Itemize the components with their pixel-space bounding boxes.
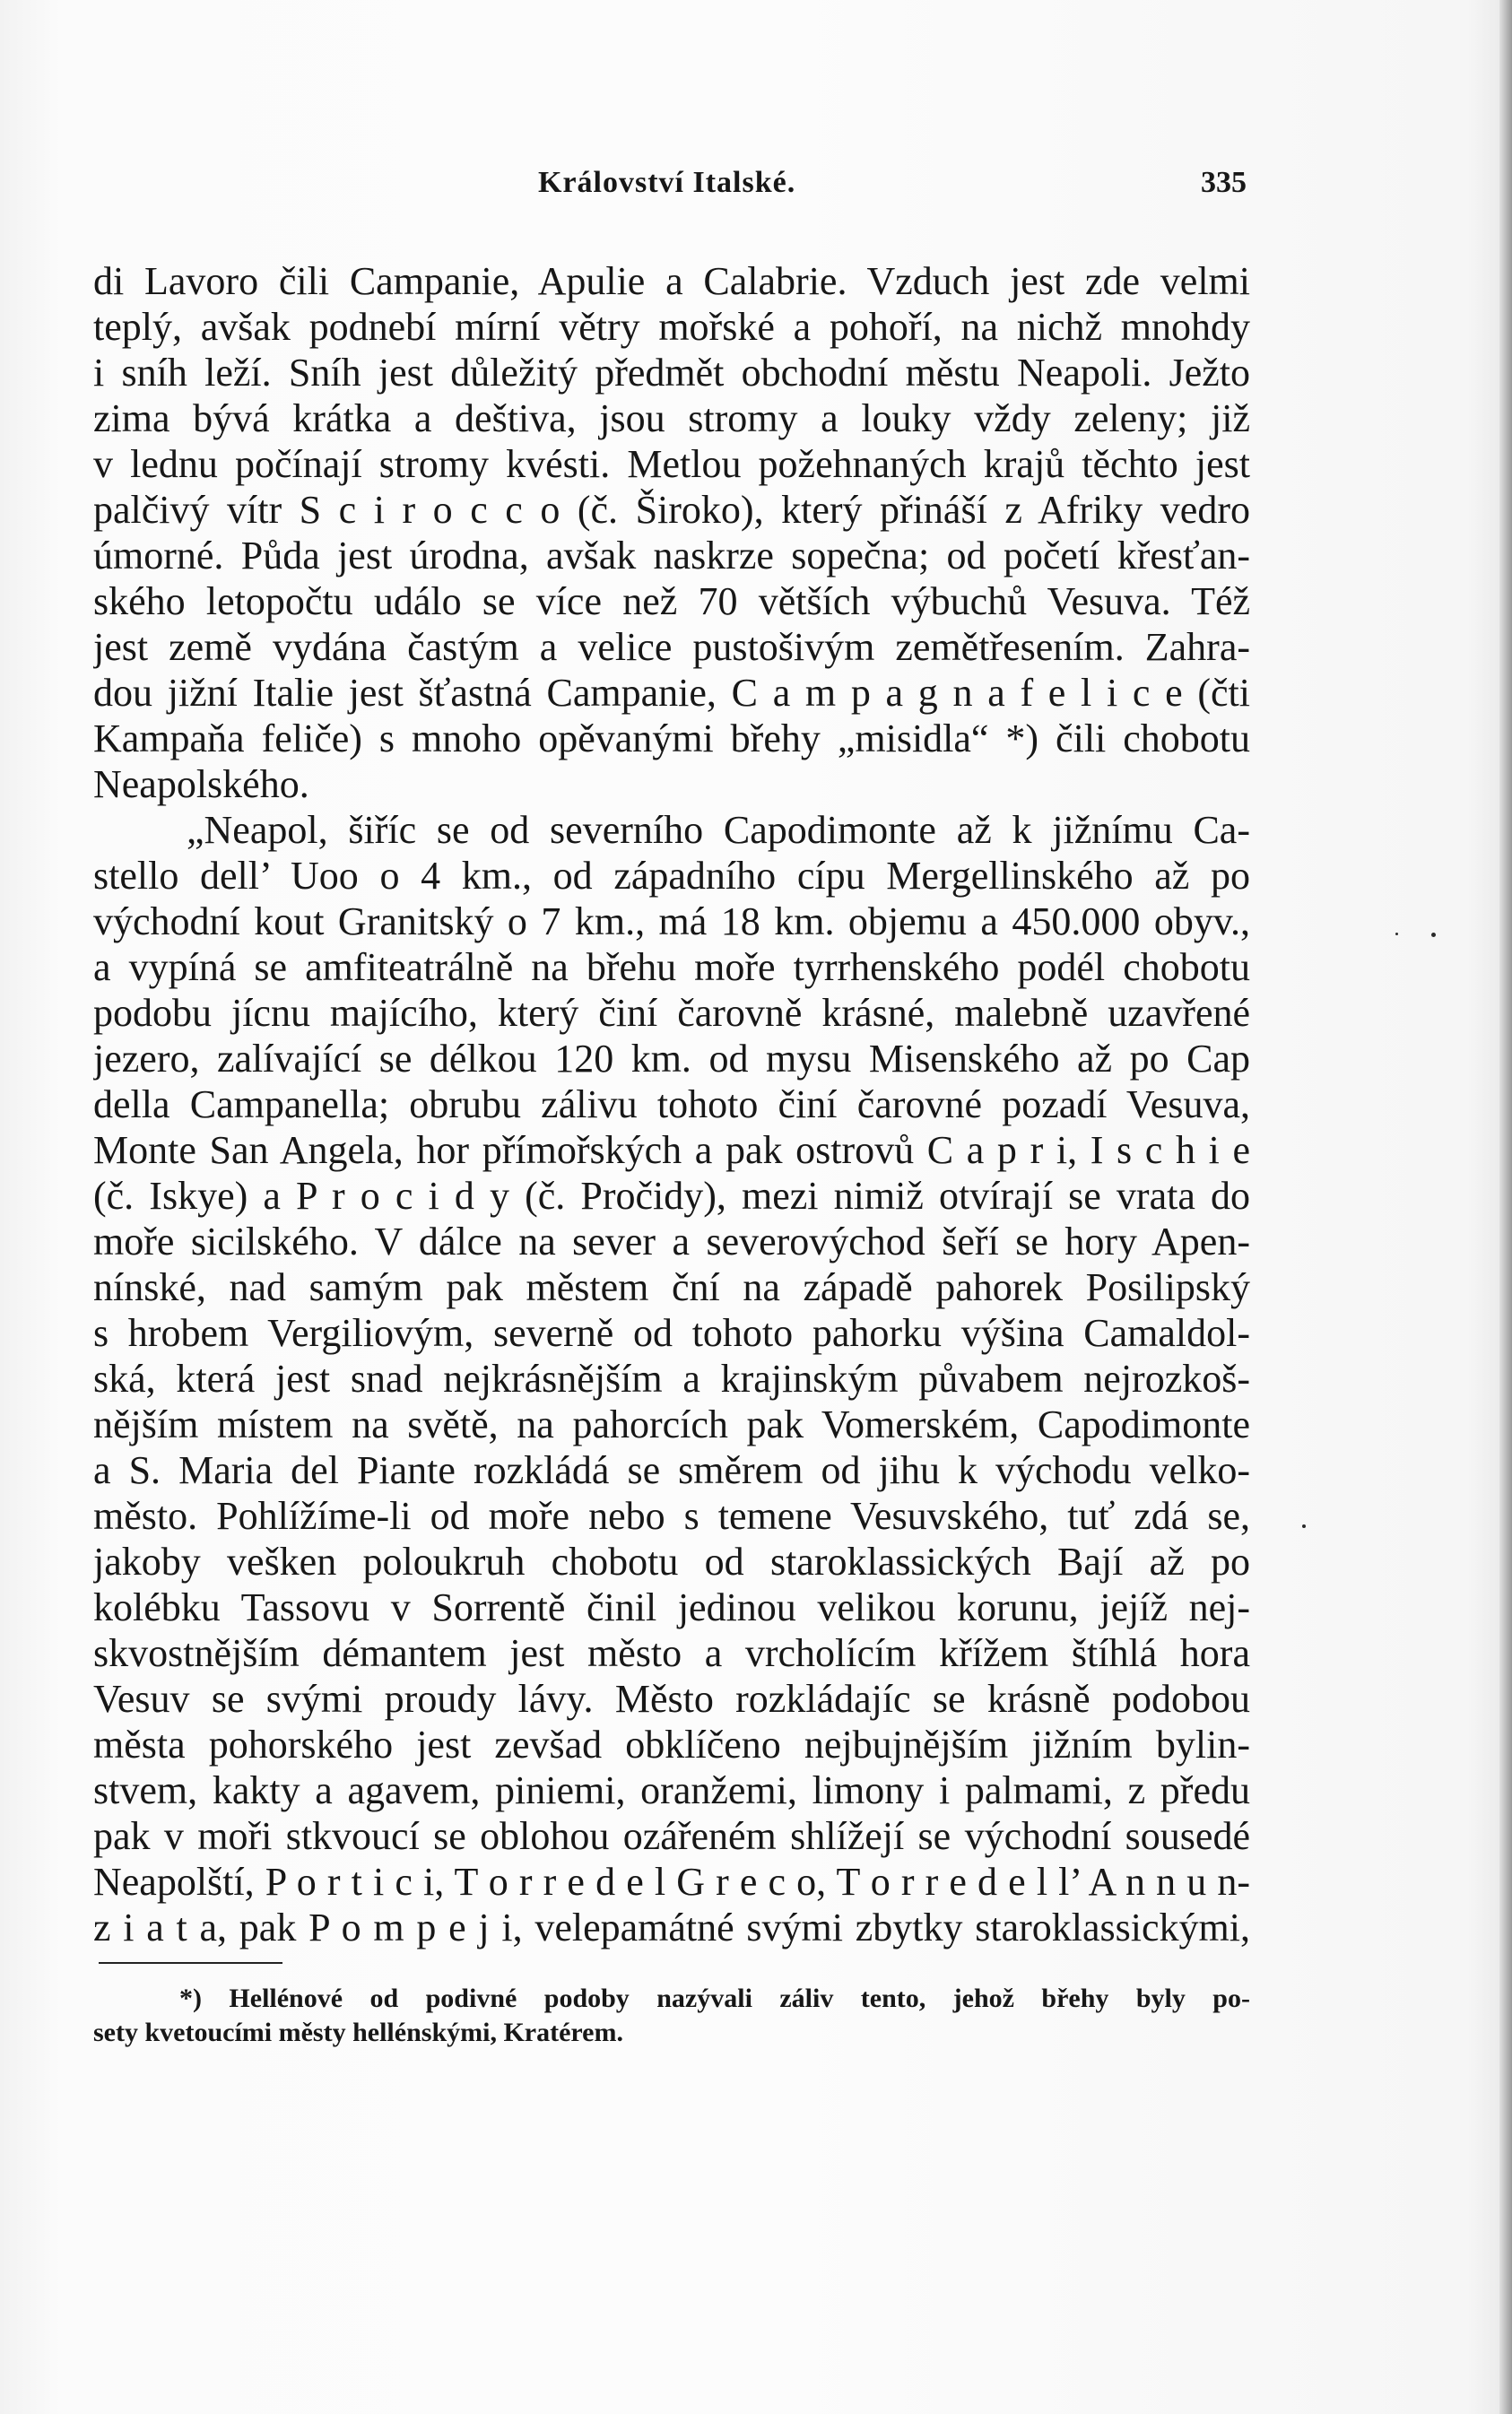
text-line: di Lavoro čili Campanie, Apulie a Calabrie. Vzduch jest zde velmi [93, 259, 1250, 303]
footnote-line: *) Hellénové od podivné podoby nazývali záliv tento, jehož břehy byly po- [179, 1984, 1250, 2013]
text-line: ského letopočtu událo se více než 70 větších výbuchů Vesuva. Též [93, 579, 1250, 623]
text-line: kolébku Tassovu v Sorrentě činil jedinou velikou korunu, jejíž nej- [93, 1585, 1250, 1629]
text-line: Kampaňa feliče) s mnoho opěvanými břehy „misidla“ *) čili chobotu [93, 716, 1250, 760]
text-line: podobu jícnu majícího, který činí čarovně krásné, malebně uzavřené [93, 991, 1250, 1035]
text-line: palčivý vítr S c i r o c c o (č. Široko), který přináší z Afriky vedro [93, 488, 1250, 532]
text-line: zima bývá krátka a deštiva, jsou stromy a louky vždy zeleny; již [93, 396, 1250, 440]
text-line: města pohorského jest zevšad obklíčeno nejbujnějším jižním bylin- [93, 1723, 1250, 1767]
print-speck [1302, 1524, 1306, 1528]
text-line: a S. Maria del Piante rozkládá se směrem od jihu k východu velko- [93, 1448, 1250, 1492]
text-line: z i a t a, pak P o m p e j i, velepamátné svými zbytky staroklassickými, [93, 1906, 1250, 1949]
text-line: pak v moři stkvoucí se oblohou ozářeném shlížejí se východní sousedé [93, 1814, 1250, 1858]
text-line: jezero, zalívající se délkou 120 km. od mysu Misenského až po Cap [93, 1037, 1250, 1081]
text-line: nínské, nad samým pak městem ční na západě pahorek Posilipský [93, 1265, 1250, 1309]
text-line: a vypíná se amfiteatrálně na břehu moře tyrrhenského podél chobotu [93, 945, 1250, 989]
text-line: úmorné. Půda jest úrodna, avšak naskrze sopečna; od početí křesťan- [93, 534, 1250, 577]
footnote [93, 1982, 1250, 2050]
page-number: 335 [1201, 166, 1247, 199]
print-speck [1431, 933, 1436, 937]
text-line: teplý, avšak podnebí mírní větry mořské a pohoří, na nichž mnohdy [93, 305, 1250, 349]
text-line: stvem, kakty a agavem, piniemi, oranžemi, limony i palmami, z předu [93, 1768, 1250, 1812]
text-line: Monte San Angela, hor přímořských a pak ostrovů C a p r i, I s c h i e [93, 1128, 1250, 1172]
text-line: Vesuv se svými proudy lávy. Město rozkládajíc se krásně podobou [93, 1677, 1250, 1721]
text-line: (č. Iskye) a P r o c i d y (č. Pročidy), mezi nimiž otvírají se vrata do [93, 1174, 1250, 1218]
text-line: východní kout Granitský o 7 km., má 18 km. objemu a 450.000 obyv., [93, 899, 1250, 943]
text-line: i sníh leží. Sníh jest důležitý předmět obchodní městu Neapoli. Ježto [93, 351, 1250, 395]
text-line: della Campanella; obrubu zálivu tohoto činí čarovné pozadí Vesuva, [93, 1082, 1250, 1126]
text-line: jest země vydána častým a velice pustošivým zemětřesením. Zahra- [93, 625, 1250, 669]
footnote-line: sety kvetoucími městy hellénskými, Kratérem. [93, 2018, 623, 2047]
text-line: dou jižní Italie jest šťastná Campanie, C a m p a g n a f e l i c e (čti [93, 671, 1250, 715]
print-speck [1395, 933, 1398, 935]
paragraph-end-line: Neapolského. [93, 762, 309, 806]
page-edge-shadow [1499, 0, 1512, 2414]
footnote-rule [99, 1962, 282, 1964]
running-head [90, 166, 1247, 211]
text-line: moře sicilského. V dálce na sever a severovýchod šeří se hory Apen- [93, 1220, 1250, 1263]
text-line: město. Pohlížíme-li od moře nebo s temene Vesuvského, tuť zdá se, [93, 1494, 1250, 1538]
text-line: Neapolští, P o r t i c i, T o r r e d e l G r e c o, T o r r e d e l l’ A n n u n- [93, 1860, 1250, 1904]
text-line: v lednu počínají stromy kvésti. Metlou požehnaných krajů těchto jest [93, 442, 1250, 486]
running-head-title: Království Italské. [538, 166, 796, 199]
text-line: stello dell’ Uoo o 4 km., od západního cípu Mergellinského až po [93, 854, 1250, 898]
body-text [93, 258, 1250, 1950]
text-line: nějším místem na světě, na pahorcích pak Vomerském, Capodimonte [93, 1402, 1250, 1446]
text-line: ská, která jest snad nejkrásnějším a krajinským půvabem nejrozkoš- [93, 1357, 1250, 1401]
paragraph-start-line: „Neapol, šiříc se od severního Capodimonte až k jižnímu Ca- [187, 808, 1250, 852]
text-line: jakoby vešken poloukruh chobotu od staroklassických Bají až po [93, 1540, 1250, 1584]
text-line: skvostnějším démantem jest město a vrcholícím křížem štíhlá hora [93, 1631, 1250, 1675]
text-line: s hrobem Vergiliovým, severně od tohoto pahorku výšina Camaldol- [93, 1311, 1250, 1355]
